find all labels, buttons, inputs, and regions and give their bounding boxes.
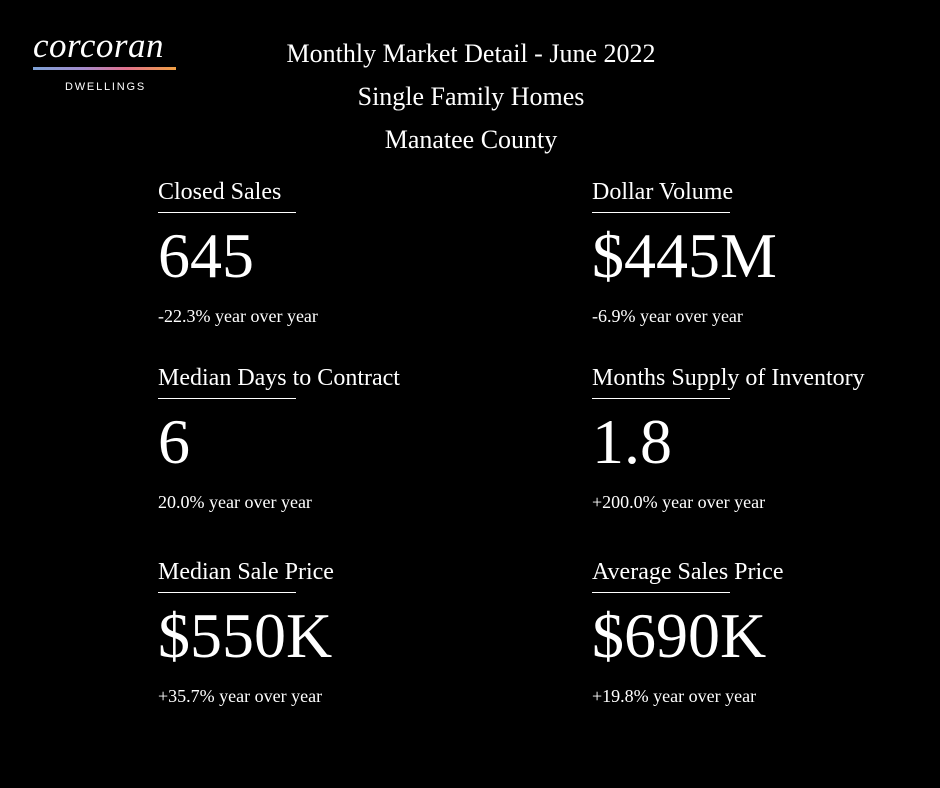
- metric-dollar-volume: [592, 178, 922, 327]
- metric-divider: [592, 592, 730, 593]
- metric-label: Median Sale Price: [158, 559, 334, 585]
- metric-label: Average Sales Price: [592, 559, 784, 585]
- metric-months-supply: [592, 364, 922, 513]
- metric-change: +35.7% year over year: [158, 686, 323, 706]
- report-property-type: Single Family Homes: [357, 82, 585, 111]
- metric-change: +200.0% year over year: [592, 492, 766, 512]
- metric-label: Months Supply of Inventory: [592, 365, 865, 391]
- metric-label: Median Days to Contract: [158, 365, 400, 391]
- metric-label: Closed Sales: [158, 179, 282, 205]
- metric-change: 20.0% year over year: [158, 492, 312, 512]
- metric-divider: [592, 212, 730, 213]
- metric-divider: [158, 398, 296, 399]
- metric-change: -6.9% year over year: [592, 306, 743, 326]
- logo-subtitle: DWELLINGS: [65, 81, 146, 93]
- metric-value: $690K: [592, 600, 767, 671]
- report-title: Monthly Market Detail - June 2022: [286, 39, 656, 68]
- metric-value: $550K: [158, 600, 333, 671]
- metric-value: 1.8: [592, 406, 672, 477]
- metric-change: -22.3% year over year: [158, 306, 318, 326]
- metric-closed-sales: [158, 178, 488, 327]
- metric-median-sale-price: [158, 558, 488, 707]
- metric-change: +19.8% year over year: [592, 686, 757, 706]
- report-header: [0, 32, 940, 161]
- metric-value: $445M: [592, 220, 777, 291]
- metric-label: Dollar Volume: [592, 179, 734, 205]
- metric-value: 645: [158, 220, 254, 291]
- logo-wordmark: corcoran: [33, 26, 165, 65]
- metric-average-sales-price: [592, 558, 922, 707]
- metric-divider: [592, 398, 730, 399]
- metric-divider: [158, 212, 296, 213]
- metric-value: 6: [158, 406, 190, 477]
- report-region: Manatee County: [384, 125, 558, 154]
- metric-divider: [158, 592, 296, 593]
- metric-median-days-to-contract: [158, 364, 488, 513]
